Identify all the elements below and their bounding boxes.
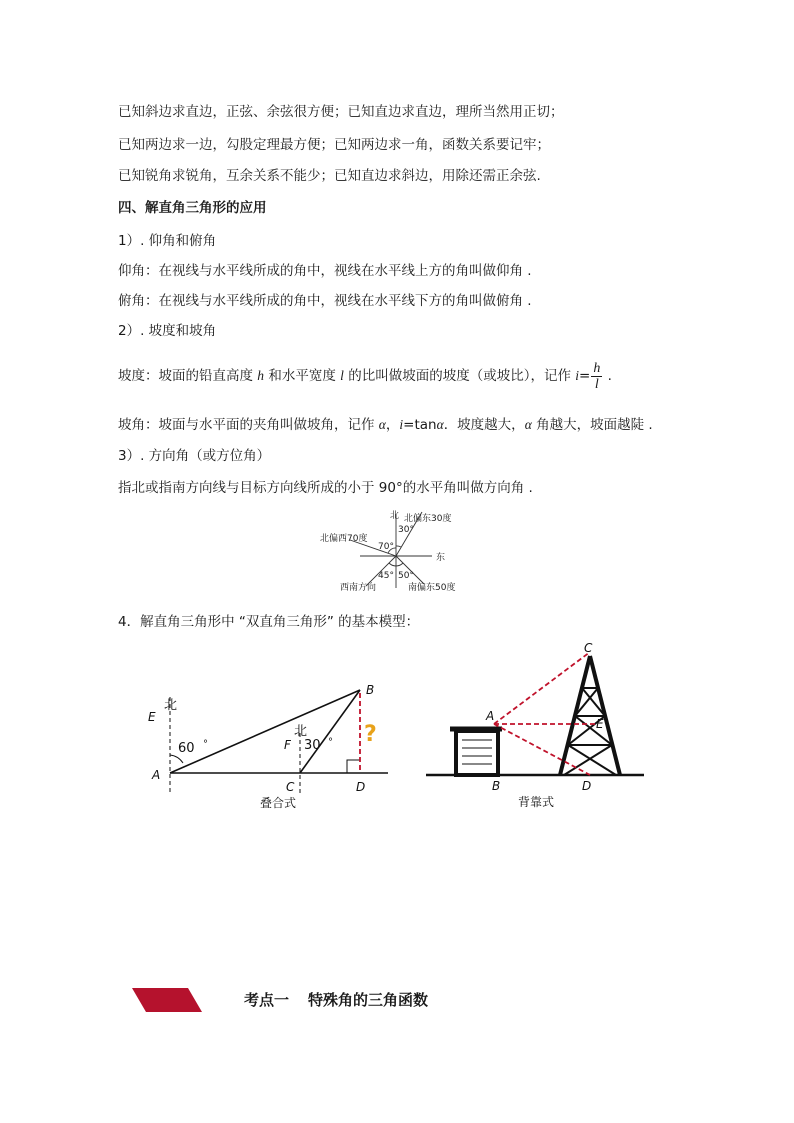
building <box>450 729 502 775</box>
angle-text-a: 坡角：坡面与水平面的夹角叫做坡角，记作 <box>118 417 379 433</box>
var-h: h <box>257 368 265 383</box>
formula-line-3: 已知锐角求锐角，互余关系不能少；已知直边求斜边，用除还需正余弦. <box>118 168 541 184</box>
slope-definition <box>118 359 612 393</box>
slope-angle-definition <box>118 416 653 434</box>
overlap-model-figure <box>140 675 400 815</box>
compass-diagram <box>312 508 482 596</box>
point-D-label: D <box>356 780 366 794</box>
formula-line-2: 已知两边求一边，勾股定理最方便；已知两边求一角，函数关系要记牢； <box>118 137 550 153</box>
var-alpha-1: α <box>378 417 386 432</box>
slope-text-end: . <box>603 368 612 384</box>
angle-60-label: 60 <box>178 741 195 756</box>
var-i-2: i <box>399 417 404 432</box>
angle-text-c: =tan <box>403 417 437 433</box>
var-l: l <box>340 368 344 383</box>
section-banner-shape <box>132 988 204 1012</box>
point-A-label: A <box>152 768 161 782</box>
angle-30-label: 30 <box>304 738 321 753</box>
point-A2-label: A <box>486 709 495 723</box>
overlap-caption: 叠合式 <box>260 796 297 810</box>
slope-text-b: 和水平宽度 <box>264 368 341 384</box>
section-label: 考点一 <box>244 991 290 1009</box>
point-B2-label: B <box>492 779 501 793</box>
point-F-label: F <box>284 738 291 752</box>
var-alpha-2: α <box>436 417 444 432</box>
right-angle-mark <box>347 760 360 773</box>
compass-north-label: 北 <box>390 511 400 521</box>
backtoback-caption: 背靠式 <box>518 795 555 809</box>
compass-sw-label: 西南方向 <box>340 583 377 593</box>
angle-30-label: 30° <box>398 525 414 535</box>
elevation-definition: 仰角：在视线与水平线所成的角中，视线在水平线上方的角叫做仰角 . <box>118 263 532 279</box>
degree-1: ° <box>203 739 208 750</box>
subsection-2-title: 2）. 坡度和坡角 <box>118 323 217 339</box>
arc-30 <box>396 546 401 547</box>
slope-text-a: 坡度：坡面的铅直高度 <box>118 368 258 384</box>
question-mark: ? <box>364 722 377 747</box>
compass-east-label: 东 <box>436 553 446 563</box>
fraction-numerator: h <box>593 360 601 376</box>
var-alpha-3: α <box>524 417 532 432</box>
point-C-label: C <box>286 780 295 794</box>
slope-text-c: 的比叫做坡面的坡度（或坡比），记作 <box>343 368 576 384</box>
angle-text-d: ．坡度越大， <box>443 417 525 433</box>
angle-text-b: ， <box>385 417 400 433</box>
north-label-1: 北 <box>164 698 178 713</box>
model-heading: 4．解直角三角形中 “双直角三角形” 的基本模型： <box>118 614 420 630</box>
backtoback-model-figure <box>420 638 650 816</box>
point-E2-label: E <box>596 717 604 731</box>
fraction-denominator: l <box>594 376 599 392</box>
equals-sign: = <box>579 368 591 384</box>
slope-fraction <box>591 361 602 392</box>
degree-2: ° <box>328 737 333 748</box>
section-4-heading: 四、解直角三角形的应用 <box>118 200 267 216</box>
arc-45 <box>389 563 396 566</box>
direction-angle-definition: 指北或指南方向线与目标方向线所成的小于 90°的水平角叫做方向角 . <box>118 480 533 496</box>
point-E-label: E <box>148 710 156 724</box>
arc-50 <box>396 563 403 566</box>
subsection-1-title: 1）. 仰角和俯角 <box>118 233 217 249</box>
north-label-2: 北 <box>294 724 308 739</box>
tower <box>560 656 620 775</box>
compass-ne-label: 北偏东30度 <box>404 514 452 524</box>
formula-line-1: 已知斜边求直边，正弦、余弦很方便；已知直边求直边，理所当然用正切； <box>118 104 564 120</box>
angle-70-label: 70° <box>378 542 394 552</box>
section-title: 特殊角的三角函数 <box>308 991 429 1009</box>
compass-nw-label: 北偏西70度 <box>320 534 368 544</box>
subsection-3-title: 3）. 方向角（或方位角） <box>118 448 271 464</box>
var-i: i <box>575 368 580 383</box>
point-D2-label: D <box>582 779 592 793</box>
point-C2-label: C <box>584 641 593 655</box>
line-AB <box>170 690 360 773</box>
point-B-label: B <box>366 683 375 697</box>
compass-se-label: 南偏东50度 <box>408 583 456 593</box>
angle-text-e: 角越大，坡面越陡 . <box>531 417 653 433</box>
depression-definition: 俯角：在视线与水平线所成的角中，视线在水平线下方的角叫做俯角 . <box>118 293 532 309</box>
angle-45-label: 45° <box>378 571 394 581</box>
angle-50-label: 50° <box>398 571 414 581</box>
angle-60-arc <box>170 755 183 763</box>
